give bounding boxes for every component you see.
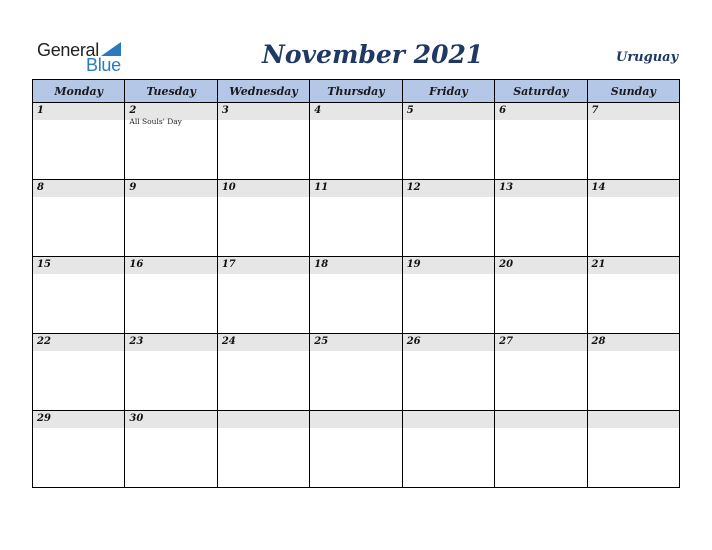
week-row [33, 103, 680, 180]
day-cell [33, 257, 125, 334]
day-number: 8 [37, 182, 44, 193]
day-cell [125, 257, 217, 334]
day-cell [33, 180, 125, 257]
logo-flag-icon [101, 42, 121, 56]
day-cell [402, 180, 494, 257]
day-number-bar [125, 334, 216, 351]
day-number-bar [310, 334, 401, 351]
day-cell [587, 180, 679, 257]
day-number-bar [495, 257, 586, 274]
generalblue-logo [37, 40, 137, 74]
day-number-bar [495, 411, 586, 428]
day-number-bar [33, 180, 124, 197]
day-number: 15 [37, 259, 51, 270]
day-number-bar [495, 103, 586, 120]
day-cell [217, 411, 309, 488]
day-number-bar [310, 411, 401, 428]
day-number-bar [403, 257, 494, 274]
day-cell [402, 411, 494, 488]
day-number-bar [218, 257, 309, 274]
day-number-bar [125, 257, 216, 274]
day-number: 22 [37, 336, 51, 347]
day-number: 4 [314, 105, 322, 116]
day-number: 6 [499, 105, 507, 116]
weekday-header: Monday [33, 80, 125, 103]
day-cell [217, 334, 309, 411]
week-row [33, 411, 680, 488]
day-number: 27 [499, 336, 514, 347]
day-number: 11 [314, 182, 329, 193]
day-number-bar [495, 180, 586, 197]
day-number: 9 [129, 182, 137, 193]
day-number-bar [218, 411, 309, 428]
day-number-bar [403, 411, 494, 428]
day-number-bar [588, 180, 679, 197]
day-number: 17 [221, 259, 236, 270]
logo-text-general: General [37, 40, 99, 60]
day-number-bar [33, 411, 124, 428]
day-cell [495, 103, 587, 180]
day-number-bar [588, 257, 679, 274]
day-cell [587, 334, 679, 411]
day-number-bar [218, 103, 309, 120]
day-number: 23 [129, 336, 144, 347]
day-number: 2 [129, 105, 137, 116]
weekday-header: Tuesday [125, 80, 217, 103]
day-number: 16 [129, 259, 144, 270]
week-row [33, 180, 680, 257]
day-number: 5 [406, 105, 414, 116]
day-cell [310, 334, 402, 411]
day-number: 7 [591, 105, 599, 116]
day-cell [125, 103, 217, 180]
day-cell [217, 180, 309, 257]
day-cell [310, 257, 402, 334]
day-number-bar [310, 180, 401, 197]
weekday-header: Sunday [587, 80, 679, 103]
day-number-bar [403, 334, 494, 351]
day-cell [33, 103, 125, 180]
weekday-header: Thursday [310, 80, 402, 103]
day-cell [402, 334, 494, 411]
day-number-bar [125, 180, 216, 197]
day-number: 18 [314, 259, 329, 270]
day-number-bar [495, 334, 586, 351]
day-number-bar [588, 334, 679, 351]
holiday-label: All Souls' Day [129, 117, 182, 126]
day-number: 12 [406, 182, 421, 193]
day-number: 21 [591, 259, 606, 270]
day-cell [495, 334, 587, 411]
day-cell [310, 411, 402, 488]
day-cell [125, 180, 217, 257]
day-number: 13 [499, 182, 514, 193]
day-number-bar [310, 103, 401, 120]
day-cell [310, 103, 402, 180]
day-number: 25 [314, 336, 329, 347]
day-cell [587, 103, 679, 180]
day-cell [33, 334, 125, 411]
day-cell [125, 334, 217, 411]
day-number-bar [588, 411, 679, 428]
weekday-header-row [33, 80, 680, 103]
day-number: 28 [591, 336, 606, 347]
day-number-bar [125, 411, 216, 428]
day-cell [217, 257, 309, 334]
day-number: 3 [221, 105, 229, 116]
day-number-bar [403, 180, 494, 197]
day-cell [495, 257, 587, 334]
weekday-header: Wednesday [217, 80, 309, 103]
calendar-grid [32, 79, 680, 488]
day-number: 20 [499, 259, 514, 270]
day-number: 30 [129, 413, 144, 424]
day-cell [495, 180, 587, 257]
day-number: 10 [221, 182, 236, 193]
day-number-bar [33, 257, 124, 274]
day-cell [587, 257, 679, 334]
day-cell [495, 411, 587, 488]
day-cell [587, 411, 679, 488]
day-number: 19 [406, 259, 421, 270]
day-number: 24 [221, 336, 236, 347]
week-row [33, 334, 680, 411]
day-number: 14 [591, 182, 606, 193]
day-number-bar [218, 180, 309, 197]
day-number-bar [33, 103, 124, 120]
day-number-bar [588, 103, 679, 120]
logo-text-blue: Blue [86, 55, 121, 75]
day-number: 29 [37, 413, 51, 424]
day-number-bar [33, 334, 124, 351]
calendar-title: November 2021 [262, 40, 484, 69]
day-cell [310, 180, 402, 257]
weekday-header: Friday [402, 80, 494, 103]
day-cell [402, 257, 494, 334]
country-name: Uruguay [616, 50, 679, 65]
day-number: 26 [406, 336, 421, 347]
day-cell [125, 411, 217, 488]
day-cell [402, 103, 494, 180]
day-number-bar [403, 103, 494, 120]
day-cell [33, 411, 125, 488]
day-cell [217, 103, 309, 180]
week-row [33, 257, 680, 334]
day-number-bar [218, 334, 309, 351]
day-number-bar [310, 257, 401, 274]
day-number: 1 [37, 105, 44, 116]
weekday-header: Saturday [495, 80, 587, 103]
